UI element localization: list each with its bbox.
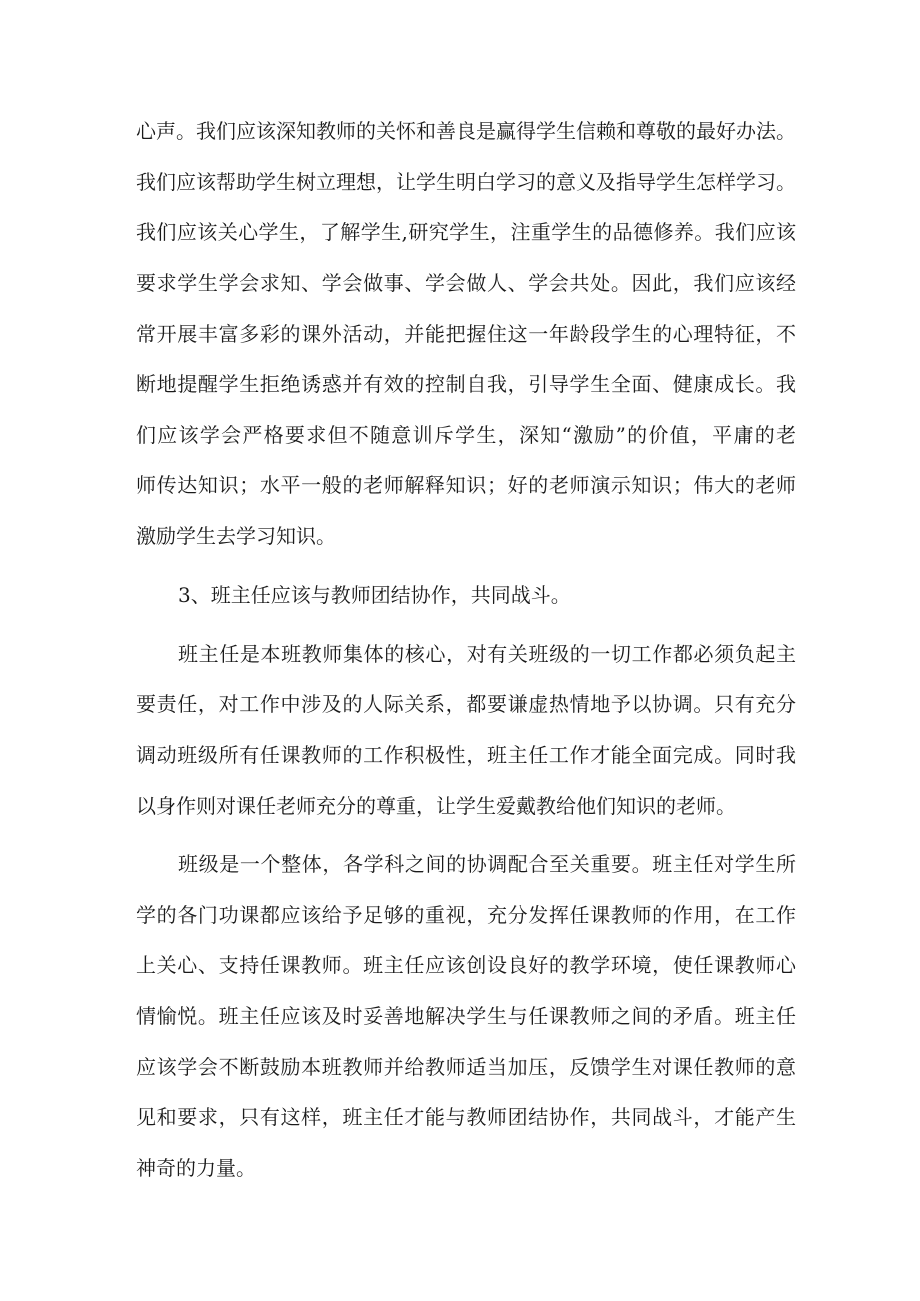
text-line: 心声。我们应该深知教师的关怀和善良是赢得学生信赖和尊敬的最好办法。 [136,119,796,143]
text-line: 调动班级所有任课教师的工作积极性，班主任工作才能全面完成。同时我 [136,743,796,767]
text-line: 情愉悦。班主任应该及时妥善地解决学生与任课教师之间的矛盾。班主任 [136,1004,796,1028]
text-line: 要求学生学会求知、学会做事、学会做人、学会共处。因此，我们应该经 [136,271,796,295]
text-line: 班主任是本班教师集体的核心，对有关班级的一切工作都必须负起主 [178,642,796,666]
text-line: 要责任，对工作中涉及的人际关系，都要谦虚热情地予以协调。只有充分 [136,692,796,716]
text-line: 常开展丰富多彩的课外活动，并能把握住这一年龄段学生的心理特征，不 [136,322,796,346]
text-line: 以身作则对课任老师充分的尊重，让学生爱戴教给他们知识的老师。 [136,794,736,818]
text-line: 上关心、支持任课教师。班主任应该创设良好的教学环境，使任课教师心 [136,953,796,977]
text-line: 见和要求，只有这样，班主任才能与教师团结协作，共同战斗，才能产生 [136,1105,796,1129]
text-line: 应该学会不断鼓励本班教师并给教师适当加压，反馈学生对课任教师的意 [136,1055,796,1079]
section-heading: 3、班主任应该与教师团结协作，共同战斗。 [178,583,571,607]
text-line: 学的各门功课都应该给予足够的重视，充分发挥任课教师的作用，在工作 [136,903,796,927]
text-line: 们应该学会严格要求但不随意训斥学生，深知“激励”的价值，平庸的老 [136,423,796,447]
text-line: 神奇的力量。 [136,1156,256,1180]
text-line: 激励学生去学习知识。 [136,524,336,548]
text-line: 师传达知识；水平一般的老师解释知识；好的老师演示知识；伟大的老师 [136,473,796,497]
text-line: 断地提醒学生拒绝诱惑并有效的控制自我，引导学生全面、健康成长。我 [136,372,796,396]
text-line: 我们应该帮助学生树立理想，让学生明白学习的意义及指导学生怎样学习。 [136,170,796,194]
text-line: 我们应该关心学生，了解学生,研究学生，注重学生的品德修养。我们应该 [136,220,796,244]
text-line: 班级是一个整体，各学科之间的协调配合至关重要。班主任对学生所 [178,852,796,876]
